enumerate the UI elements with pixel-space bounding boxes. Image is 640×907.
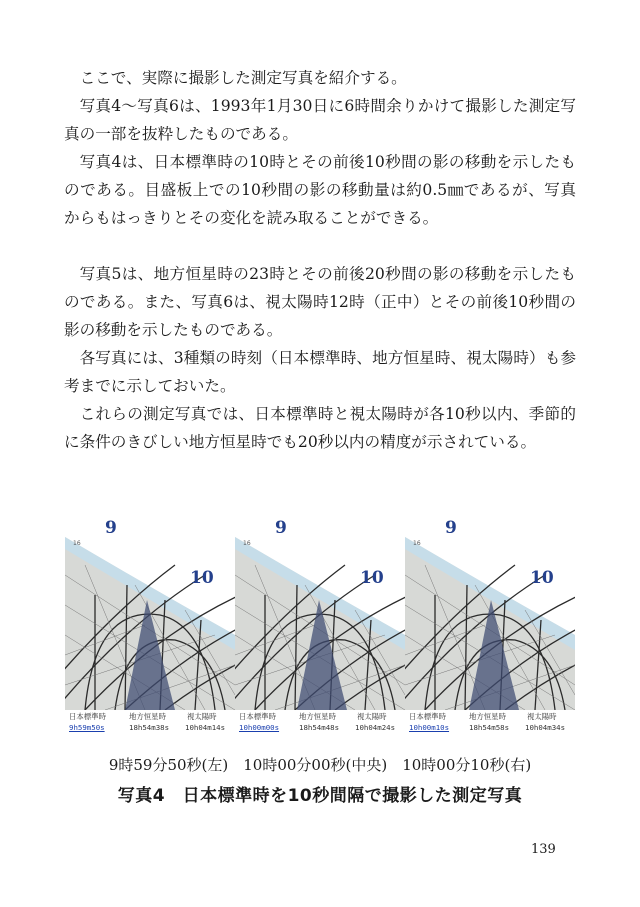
label-apparent-solar-time: 視太陽時 xyxy=(527,712,557,721)
paragraph-intro: ここで、実際に撮影した測定写真を紹介する。 xyxy=(79,69,407,87)
time-labels xyxy=(65,711,235,740)
dial-numeral-9: 9 xyxy=(105,518,117,538)
photo-center xyxy=(235,515,405,740)
dial-scale-number: 16 xyxy=(413,540,421,547)
paragraph-three-times: 各写真には、3種類の時刻（日本標準時、地方恒星時、視太陽時）も参考までに示しておいた。 xyxy=(64,349,576,395)
label-local-sidereal-time: 地方恒星時 xyxy=(299,712,336,721)
time-labels xyxy=(235,711,405,740)
label-apparent-solar-time: 視太陽時 xyxy=(357,712,387,721)
value-standard-time: 10h00m00s xyxy=(239,723,280,732)
label-local-sidereal-time: 地方恒星時 xyxy=(469,712,506,721)
dial-numeral-10: 10 xyxy=(360,568,384,588)
value-apparent-solar-time: 10h04m34s xyxy=(525,723,566,732)
sundial-photo xyxy=(65,515,235,710)
paragraph-accuracy: これらの測定写真では、日本標準時と視太陽時が各10秒以内、季節的に条件のきびしい地方恒星時でも20秒以内の精度が示されている。 xyxy=(64,405,576,451)
dial-scale-number: 16 xyxy=(73,540,81,547)
paragraph-photos-overview: 写真4〜写真6は、1993年1月30日に6時間余りかけて撮影した測定写真の一部を抜粋したものである。 xyxy=(64,97,576,143)
sundial-photo xyxy=(235,515,405,710)
time-labels xyxy=(405,711,575,740)
label-local-sidereal-time: 地方恒星時 xyxy=(129,712,166,721)
page-number: 139 xyxy=(531,842,556,857)
value-local-sidereal-time: 18h54m48s xyxy=(299,723,340,732)
photo-right xyxy=(405,515,575,740)
dial-numeral-9: 9 xyxy=(445,518,457,538)
value-apparent-solar-time: 10h04m14s xyxy=(185,723,226,732)
dial-scale-number: 16 xyxy=(243,540,251,547)
value-local-sidereal-time: 18h54m58s xyxy=(469,723,510,732)
label-standard-time: 日本標準時 xyxy=(239,712,276,721)
photo-times-caption: 9時59分50秒(左) 10時00分00秒(中央) 10時00分10秒(右) xyxy=(108,756,532,774)
dial-numeral-9: 9 xyxy=(275,518,287,538)
value-standard-time: 10h00m10s xyxy=(409,723,450,732)
value-apparent-solar-time: 10h04m24s xyxy=(355,723,396,732)
value-standard-time: 9h59m50s xyxy=(69,723,105,732)
paragraph-photo4: 写真4は、日本標準時の10時とその前後10秒間の影の移動を示したものである。目盛板上での10秒間の影の移動量は約0.5㎜であるが、写真からもはっきりとその変化を読み取ることができる。 xyxy=(64,153,576,227)
sundial-photo xyxy=(405,515,575,710)
label-standard-time: 日本標準時 xyxy=(69,712,106,721)
label-standard-time: 日本標準時 xyxy=(409,712,446,721)
label-apparent-solar-time: 視太陽時 xyxy=(187,712,217,721)
paragraph-photo5-6: 写真5は、地方恒星時の23時とその前後20秒間の影の移動を示したものである。また、写真6は、視太陽時12時（正中）とその前後10秒間の影の移動を示したものである。 xyxy=(64,265,576,339)
photo-strip xyxy=(65,515,575,740)
dial-numeral-10: 10 xyxy=(530,568,554,588)
value-local-sidereal-time: 18h54m38s xyxy=(129,723,170,732)
photo-left xyxy=(65,515,235,740)
photo-title-caption: 写真4 日本標準時を10秒間隔で撮影した測定写真 xyxy=(117,786,523,806)
dial-numeral-10: 10 xyxy=(190,568,214,588)
